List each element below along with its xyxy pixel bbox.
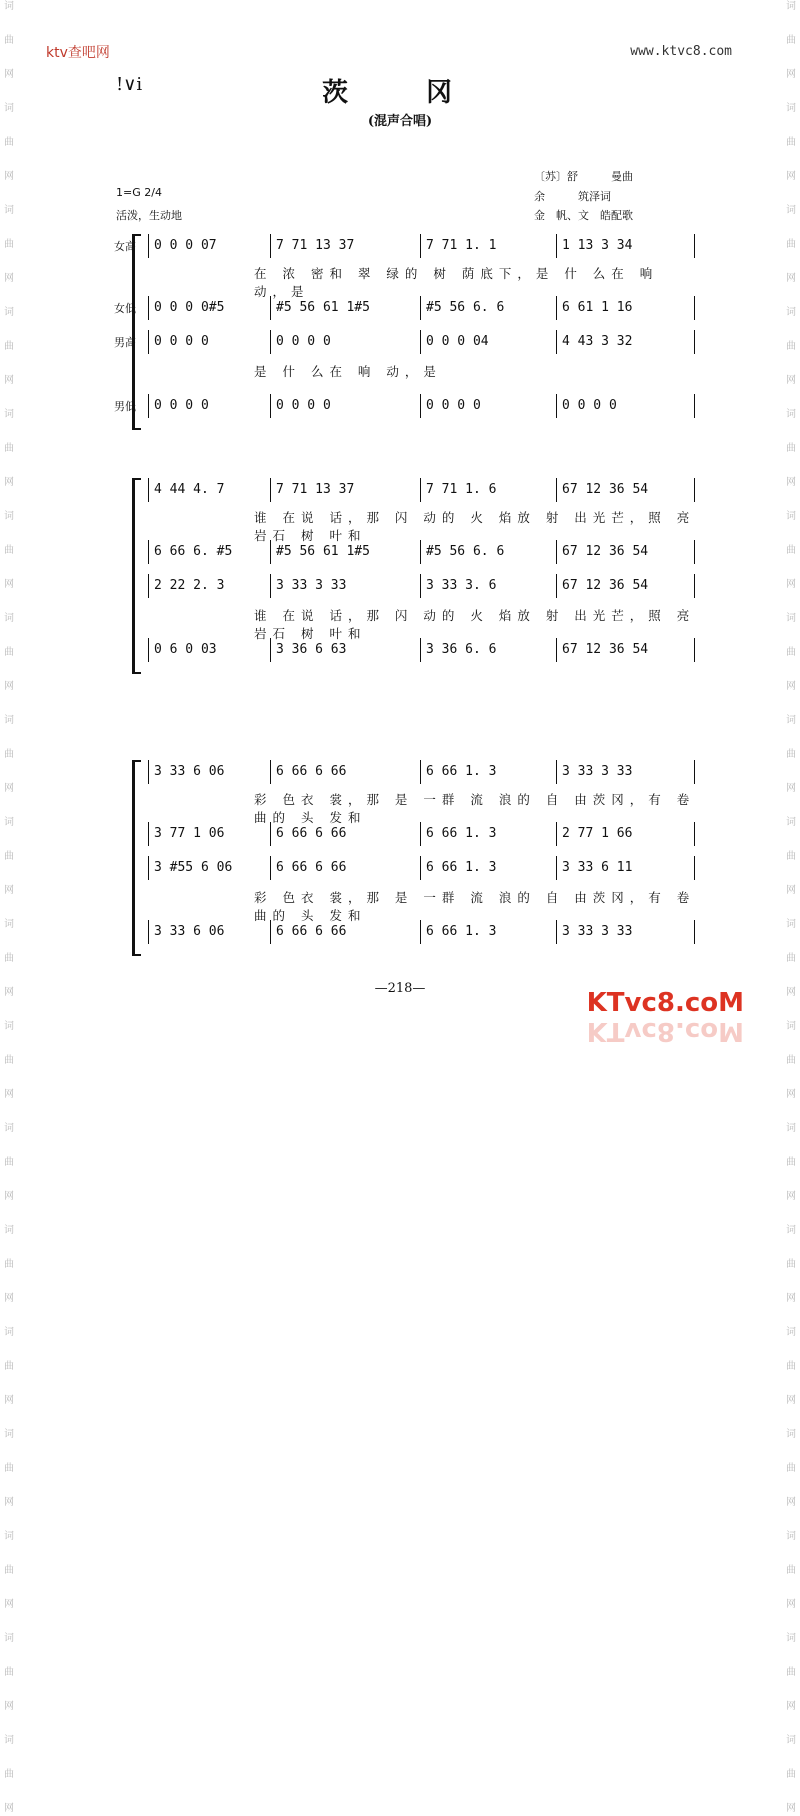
watermark-char: 词 <box>4 1021 14 1032</box>
measure-notes: 3 33 6 11 <box>562 860 633 875</box>
barline <box>420 856 421 880</box>
watermark-char: 曲 <box>786 341 796 352</box>
key-signature: 1=G 2/4 <box>116 186 162 199</box>
watermark-char: 网 <box>4 1497 14 1508</box>
measure-notes: 7 71 13 37 <box>276 482 355 497</box>
watermark-char: 网 <box>786 681 796 692</box>
watermark-char: 曲 <box>786 647 796 658</box>
voice-part-label: 男低 <box>114 400 136 413</box>
watermark-char: 网 <box>786 1395 796 1406</box>
measure-notes: 67 12 36 54 <box>562 578 649 593</box>
watermark-char: 词 <box>786 1225 796 1236</box>
watermark-char: 网 <box>786 987 796 998</box>
barline <box>270 822 271 846</box>
barline <box>148 760 149 784</box>
measure-notes: 67 12 36 54 <box>562 544 649 559</box>
measure-notes: 0 0 0 07 <box>154 238 217 253</box>
watermark-char: 词 <box>786 1429 796 1440</box>
measure-notes: 3 33 3 33 <box>276 578 347 593</box>
voice-staff <box>114 330 698 356</box>
barline <box>270 638 271 662</box>
watermark-char: 曲 <box>786 851 796 862</box>
barline <box>148 920 149 944</box>
measure-notes: 0 0 0 0 <box>154 334 209 349</box>
measure-notes: 6 66 6 66 <box>276 764 347 779</box>
watermark-char: 网 <box>786 69 796 80</box>
watermark-char: 词 <box>786 613 796 624</box>
watermark-char: 曲 <box>786 1055 796 1066</box>
watermark-char: 网 <box>4 171 14 182</box>
barline <box>556 574 557 598</box>
watermark-char: 网 <box>786 375 796 386</box>
credit-arranger: 金 帆、文 皓配歌 <box>534 209 633 222</box>
barline <box>148 638 149 662</box>
lyrics-line: 在 浓 密和 翠 绿的 树 荫底下，是 什 么在 响 动，是 <box>254 266 659 299</box>
watermark-char: 网 <box>786 579 796 590</box>
measure-notes: 67 12 36 54 <box>562 642 649 657</box>
barline <box>694 540 695 564</box>
watermark-char: 曲 <box>786 545 796 556</box>
barline <box>694 478 695 502</box>
watermark-char: 网 <box>786 783 796 794</box>
barline <box>556 234 557 258</box>
barline <box>420 574 421 598</box>
lyrics-line: 谁 在说 话，那 闪 动的 火 焰放 射 出光芒，照 亮 岩石 树 叶和 <box>254 608 696 641</box>
watermark-char: 曲 <box>4 1259 14 1270</box>
barline <box>270 540 271 564</box>
watermark-char: 曲 <box>4 749 14 760</box>
voice-part-label: 女高 <box>114 240 136 253</box>
barline <box>556 856 557 880</box>
page-subtitle: (混声合唱) <box>367 114 433 129</box>
measure-notes: 7 71 1. 6 <box>426 482 497 497</box>
watermark-char: 词 <box>786 1531 796 1542</box>
barline <box>148 822 149 846</box>
measure-notes: 3 77 1 06 <box>154 826 225 841</box>
measure-notes: 3 33 3 33 <box>562 924 633 939</box>
voice-staff <box>118 638 698 664</box>
voice-staff <box>118 574 698 600</box>
voice-part-label: 男高 <box>114 336 136 349</box>
barline <box>420 760 421 784</box>
barline <box>556 330 557 354</box>
watermark-char: 网 <box>786 171 796 182</box>
watermark-char: 网 <box>786 1701 796 1712</box>
measure-notes: 3 33 6 06 <box>154 764 225 779</box>
barline <box>694 394 695 418</box>
measure-notes: 6 66 6 66 <box>276 826 347 841</box>
watermark-char: 词 <box>4 1 14 12</box>
barline <box>420 394 421 418</box>
watermark-char: 网 <box>4 1599 14 1610</box>
barline <box>420 638 421 662</box>
watermark-char: 词 <box>4 1123 14 1134</box>
measure-notes: 0 0 0 0 <box>276 334 331 349</box>
watermark-char: 词 <box>4 1633 14 1644</box>
barline <box>148 234 149 258</box>
watermark-char: 曲 <box>4 137 14 148</box>
watermark-char: 网 <box>4 681 14 692</box>
barline <box>694 760 695 784</box>
watermark-char: 网 <box>4 885 14 896</box>
watermark-char: 网 <box>4 375 14 386</box>
watermark-char: 网 <box>786 1191 796 1202</box>
measure-notes: 6 66 6 66 <box>276 924 347 939</box>
watermark-char: 曲 <box>4 239 14 250</box>
watermark-char: 词 <box>786 205 796 216</box>
watermark-char: 曲 <box>786 1361 796 1372</box>
watermark-char: 曲 <box>4 1667 14 1678</box>
credit-translator: 余 筑泽词 <box>534 190 611 203</box>
watermark-char: 曲 <box>786 953 796 964</box>
measure-notes: 3 36 6 63 <box>276 642 347 657</box>
barline <box>556 478 557 502</box>
voice-staff <box>118 856 698 882</box>
measure-notes: 67 12 36 54 <box>562 482 649 497</box>
watermark-char: 网 <box>4 1701 14 1712</box>
measure-notes: 3 33 6 06 <box>154 924 225 939</box>
voice-staff <box>118 478 698 504</box>
watermark-char: 词 <box>786 103 796 114</box>
measure-notes: 3 36 6. 6 <box>426 642 497 657</box>
watermark-char: 网 <box>4 69 14 80</box>
barline <box>694 822 695 846</box>
voice-staff <box>118 920 698 946</box>
watermark-char: 词 <box>786 817 796 828</box>
watermark-char: 词 <box>4 1429 14 1440</box>
measure-notes: 6 66 1. 3 <box>426 860 497 875</box>
watermark-char: 曲 <box>786 1463 796 1474</box>
side-watermark-left <box>2 0 16 1814</box>
measure-notes: 6 61 1 16 <box>562 300 633 315</box>
measure-notes: #5 56 61 1#5 <box>276 544 370 559</box>
watermark-char: 网 <box>786 1497 796 1508</box>
measure-notes: 0 0 0 0 <box>276 398 331 413</box>
barline <box>148 296 149 320</box>
barline <box>270 478 271 502</box>
watermark-char: 网 <box>786 1089 796 1100</box>
watermark-char: 词 <box>4 919 14 930</box>
site-logo: KTvc8.coM <box>586 988 744 1018</box>
barline <box>556 296 557 320</box>
barline <box>148 540 149 564</box>
watermark-char: 网 <box>4 1293 14 1304</box>
barline <box>556 540 557 564</box>
barline <box>148 330 149 354</box>
watermark-char: 曲 <box>4 545 14 556</box>
voice-staff <box>118 760 698 786</box>
watermark-char: 曲 <box>786 1667 796 1678</box>
watermark-char: 网 <box>4 273 14 284</box>
watermark-char: 网 <box>786 885 796 896</box>
barline <box>270 856 271 880</box>
measure-notes: #5 56 61 1#5 <box>276 300 370 315</box>
watermark-char: 网 <box>786 1803 796 1814</box>
watermark-char: 网 <box>786 1599 796 1610</box>
barline <box>420 540 421 564</box>
watermark-char: 网 <box>4 1089 14 1100</box>
barline <box>420 478 421 502</box>
watermark-char: 曲 <box>786 239 796 250</box>
watermark-char: 网 <box>4 477 14 488</box>
watermark-char: 曲 <box>786 1259 796 1270</box>
watermark-char: 词 <box>786 715 796 726</box>
watermark-char: 曲 <box>4 851 14 862</box>
watermark-char: 词 <box>786 1735 796 1746</box>
measure-notes: 4 44 4. 7 <box>154 482 225 497</box>
barline <box>694 234 695 258</box>
watermark-char: 曲 <box>4 35 14 46</box>
watermark-site-name: ktv查吧网 <box>46 45 110 61</box>
watermark-char: 词 <box>786 1327 796 1338</box>
handwritten-mark: !∨i <box>116 74 143 95</box>
barline <box>270 330 271 354</box>
barline <box>556 394 557 418</box>
barline <box>148 856 149 880</box>
barline <box>556 920 557 944</box>
measure-notes: 0 0 0 0 <box>154 398 209 413</box>
watermark-char: 词 <box>4 1531 14 1542</box>
barline <box>420 822 421 846</box>
watermark-char: 曲 <box>4 1769 14 1780</box>
watermark-url: www.ktvc8.com <box>630 44 732 59</box>
measure-notes: 3 33 3. 6 <box>426 578 497 593</box>
barline <box>694 920 695 944</box>
tempo-marking: 活泼，生动地 <box>116 209 182 222</box>
measure-notes: 0 0 0 0#5 <box>154 300 225 315</box>
barline <box>420 234 421 258</box>
watermark-char: 网 <box>786 477 796 488</box>
measure-notes: 6 66 6 66 <box>276 860 347 875</box>
measure-notes: 3 33 3 33 <box>562 764 633 779</box>
voice-part-label: 女低 <box>114 302 136 315</box>
barline <box>420 296 421 320</box>
barline <box>694 638 695 662</box>
watermark-char: 网 <box>4 1191 14 1202</box>
watermark-char: 词 <box>786 307 796 318</box>
watermark-char: 词 <box>4 409 14 420</box>
watermark-char: 网 <box>786 1293 796 1304</box>
barline <box>148 574 149 598</box>
lyrics-line: 彩 色衣 裳，那 是 一群 流 浪的 自 由茨冈，有 卷 曲的 头 发和 <box>254 792 696 825</box>
voice-staff <box>114 234 698 260</box>
watermark-char: 网 <box>4 1803 14 1814</box>
watermark-char: 词 <box>786 1633 796 1644</box>
measure-notes: 6 66 1. 3 <box>426 924 497 939</box>
barline <box>420 920 421 944</box>
watermark-char: 曲 <box>786 137 796 148</box>
barline <box>148 394 149 418</box>
measure-notes: #5 56 6. 6 <box>426 544 505 559</box>
watermark-char: 网 <box>4 987 14 998</box>
watermark-char: 词 <box>4 205 14 216</box>
measure-notes: 4 43 3 32 <box>562 334 633 349</box>
credit-composer: 〔苏〕舒 曼曲 <box>534 170 633 183</box>
voice-staff <box>118 822 698 848</box>
watermark-char: 词 <box>786 1 796 12</box>
measure-notes: 2 77 1 66 <box>562 826 633 841</box>
barline <box>270 296 271 320</box>
voice-staff <box>118 540 698 566</box>
measure-notes: 0 6 0 03 <box>154 642 217 657</box>
lyrics-line: 彩 色衣 裳，那 是 一群 流 浪的 自 由茨冈，有 卷 曲的 头 发和 <box>254 890 696 923</box>
watermark-char: 词 <box>4 1327 14 1338</box>
watermark-char: 曲 <box>786 1157 796 1168</box>
watermark-char: 词 <box>786 409 796 420</box>
watermark-char: 词 <box>4 307 14 318</box>
watermark-char: 词 <box>786 511 796 522</box>
barline <box>556 822 557 846</box>
watermark-char: 曲 <box>786 1565 796 1576</box>
measure-notes: 0 0 0 0 <box>426 398 481 413</box>
measure-notes: 7 71 1. 1 <box>426 238 497 253</box>
lyrics-line: 是 什 么在 响 动，是 <box>254 364 442 379</box>
side-watermark-right <box>784 0 798 1814</box>
watermark-char: 词 <box>4 613 14 624</box>
measure-notes: 1 13 3 34 <box>562 238 633 253</box>
site-logo-reflection: KTvc8.coM <box>586 1016 744 1046</box>
barline <box>270 234 271 258</box>
barline <box>270 920 271 944</box>
watermark-char: 网 <box>4 783 14 794</box>
page-number: —218— <box>374 981 426 996</box>
measure-notes: 6 66 1. 3 <box>426 826 497 841</box>
watermark-char: 曲 <box>786 1769 796 1780</box>
barline <box>694 296 695 320</box>
watermark-char: 曲 <box>786 35 796 46</box>
barline <box>694 856 695 880</box>
measure-notes: 2 22 2. 3 <box>154 578 225 593</box>
measure-notes: 3 #55 6 06 <box>154 860 233 875</box>
watermark-char: 词 <box>4 817 14 828</box>
barline <box>556 760 557 784</box>
measure-notes: 6 66 1. 3 <box>426 764 497 779</box>
watermark-char: 词 <box>4 715 14 726</box>
lyrics-line: 谁 在说 话，那 闪 动的 火 焰放 射 出光芒，照 亮 岩石 树 叶和 <box>254 510 696 543</box>
watermark-char: 词 <box>4 1735 14 1746</box>
watermark-char: 曲 <box>4 1055 14 1066</box>
watermark-char: 曲 <box>786 443 796 454</box>
watermark-char: 曲 <box>4 647 14 658</box>
measure-notes: 0 0 0 0 <box>562 398 617 413</box>
watermark-char: 曲 <box>4 1361 14 1372</box>
measure-notes: 0 0 0 04 <box>426 334 489 349</box>
watermark-char: 词 <box>786 1123 796 1134</box>
barline <box>694 330 695 354</box>
watermark-char: 网 <box>4 1395 14 1406</box>
watermark-char: 网 <box>4 579 14 590</box>
watermark-char: 词 <box>4 103 14 114</box>
barline <box>556 638 557 662</box>
barline <box>694 574 695 598</box>
page-title: 茨 冈 <box>321 78 478 108</box>
watermark-char: 曲 <box>4 1157 14 1168</box>
watermark-char: 曲 <box>4 443 14 454</box>
measure-notes: #5 56 6. 6 <box>426 300 505 315</box>
barline <box>420 330 421 354</box>
watermark-char: 曲 <box>4 341 14 352</box>
barline <box>270 574 271 598</box>
watermark-char: 词 <box>786 1021 796 1032</box>
voice-staff <box>114 296 698 322</box>
measure-notes: 6 66 6. #5 <box>154 544 233 559</box>
watermark-char: 曲 <box>4 1463 14 1474</box>
barline <box>148 478 149 502</box>
voice-staff <box>114 394 698 420</box>
watermark-char: 词 <box>786 919 796 930</box>
watermark-char: 曲 <box>786 749 796 760</box>
watermark-char: 曲 <box>4 953 14 964</box>
watermark-char: 曲 <box>4 1565 14 1576</box>
watermark-char: 词 <box>4 1225 14 1236</box>
barline <box>270 760 271 784</box>
barline <box>270 394 271 418</box>
watermark-char: 网 <box>786 273 796 284</box>
measure-notes: 7 71 13 37 <box>276 238 355 253</box>
watermark-char: 词 <box>4 511 14 522</box>
